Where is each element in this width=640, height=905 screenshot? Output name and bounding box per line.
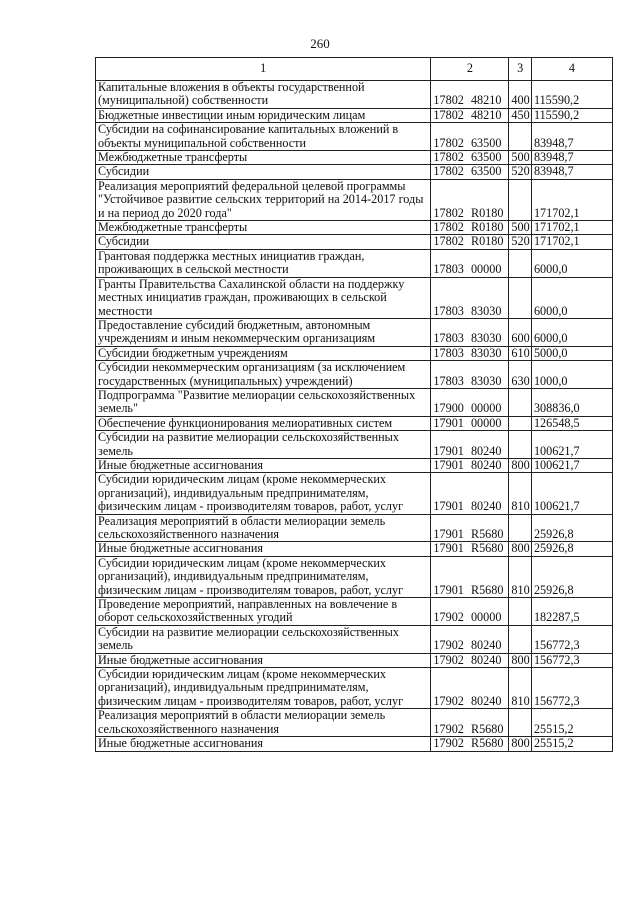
row-name-cell: Предоставление субсидий бюджетным, автономным учреждениям и иным некоммерческим организациям: [96, 318, 431, 346]
table-row: [96, 151, 613, 165]
header-row: [96, 58, 613, 81]
row-type-cell: [509, 388, 532, 416]
row-amount-cell: 171702,1: [531, 179, 612, 220]
row-code-cell: 17802 63500: [431, 151, 509, 165]
table-row: [96, 361, 613, 389]
row-amount-cell: 100621,7: [531, 473, 612, 514]
row-amount-cell: 308836,0: [531, 388, 612, 416]
row-type-cell: 520: [509, 235, 532, 249]
page-number: 260: [310, 36, 330, 51]
table-row: [96, 625, 613, 653]
row-name-cell: Субсидии юридическим лицам (кроме некоммерческих организаций), индивидуальным предпринимателям, физическим лицам - производителям товаров, работ, услуг: [96, 668, 431, 709]
row-amount-cell: 182287,5: [531, 598, 612, 626]
row-type-cell: [509, 514, 532, 542]
row-type-cell: 800: [509, 542, 532, 556]
row-name-cell: Бюджетные инвестиции иным юридическим лицам: [96, 108, 431, 122]
table-row: [96, 473, 613, 514]
row-amount-cell: 6000,0: [531, 249, 612, 277]
table-row: [96, 235, 613, 249]
row-code-cell: 17802 63500: [431, 123, 509, 151]
table-body: [96, 81, 613, 752]
row-type-cell: 600: [509, 318, 532, 346]
row-name-cell: Реализация мероприятий в области мелиорации земель сельскохозяйственного назначения: [96, 709, 431, 737]
row-code-cell: 17802 R0180: [431, 221, 509, 235]
row-type-cell: [509, 431, 532, 459]
row-amount-cell: 83948,7: [531, 123, 612, 151]
table-row: [96, 598, 613, 626]
row-type-cell: [509, 709, 532, 737]
table-row: [96, 514, 613, 542]
row-type-cell: 500: [509, 221, 532, 235]
table-row: [96, 709, 613, 737]
row-type-cell: [509, 416, 532, 430]
row-code-cell: 17803 00000: [431, 249, 509, 277]
table-row: [96, 346, 613, 360]
row-code-cell: 17902 R5680: [431, 709, 509, 737]
row-type-cell: [509, 179, 532, 220]
row-name-cell: Субсидии бюджетным учреждениям: [96, 346, 431, 360]
row-code-cell: 17901 80240: [431, 458, 509, 472]
header-col-name: 1: [96, 58, 431, 81]
row-amount-cell: 83948,7: [531, 151, 612, 165]
row-amount-cell: 126548,5: [531, 416, 612, 430]
row-code-cell: 17802 48210: [431, 81, 509, 109]
row-type-cell: [509, 277, 532, 318]
table-row: [96, 388, 613, 416]
table-row: [96, 416, 613, 430]
header-col-amount: 4: [531, 58, 612, 81]
row-amount-cell: 100621,7: [531, 431, 612, 459]
row-name-cell: Обеспечение функционирования мелиоративных систем: [96, 416, 431, 430]
budget-table: [95, 57, 613, 752]
row-type-cell: 810: [509, 556, 532, 597]
row-amount-cell: 171702,1: [531, 221, 612, 235]
row-type-cell: [509, 598, 532, 626]
row-amount-cell: 156772,3: [531, 668, 612, 709]
row-amount-cell: 100621,7: [531, 458, 612, 472]
row-name-cell: Иные бюджетные ассигнования: [96, 653, 431, 667]
row-amount-cell: 115590,2: [531, 81, 612, 109]
row-name-cell: Субсидии некоммерческим организациям (за исключением государственных (муниципальных) учреждений): [96, 361, 431, 389]
row-type-cell: 450: [509, 108, 532, 122]
row-amount-cell: 25926,8: [531, 542, 612, 556]
row-code-cell: 17902 80240: [431, 625, 509, 653]
table-row: [96, 108, 613, 122]
table-header: [96, 58, 613, 81]
row-name-cell: Субсидии на развитие мелиорации сельскохозяйственных земель: [96, 625, 431, 653]
row-amount-cell: 6000,0: [531, 277, 612, 318]
row-code-cell: 17902 80240: [431, 653, 509, 667]
row-type-cell: 810: [509, 473, 532, 514]
row-type-cell: 630: [509, 361, 532, 389]
row-code-cell: 17803 83030: [431, 361, 509, 389]
table-row: [96, 221, 613, 235]
header-col-code: 2: [431, 58, 509, 81]
row-amount-cell: 6000,0: [531, 318, 612, 346]
row-type-cell: [509, 249, 532, 277]
row-code-cell: 17802 48210: [431, 108, 509, 122]
row-name-cell: Реализация мероприятий в области мелиорации земель сельскохозяйственного назначения: [96, 514, 431, 542]
row-amount-cell: 83948,7: [531, 165, 612, 179]
row-name-cell: Иные бюджетные ассигнования: [96, 737, 431, 751]
row-amount-cell: 25926,8: [531, 514, 612, 542]
row-amount-cell: 1000,0: [531, 361, 612, 389]
row-amount-cell: 171702,1: [531, 235, 612, 249]
row-code-cell: 17802 R0180: [431, 179, 509, 220]
row-code-cell: 17802 63500: [431, 165, 509, 179]
row-type-cell: 800: [509, 737, 532, 751]
row-amount-cell: 25515,2: [531, 737, 612, 751]
row-type-cell: 520: [509, 165, 532, 179]
table-row: [96, 431, 613, 459]
table-row: [96, 458, 613, 472]
row-name-cell: Грантовая поддержка местных инициатив граждан, проживающих в сельской местности: [96, 249, 431, 277]
row-name-cell: Иные бюджетные ассигнования: [96, 458, 431, 472]
row-code-cell: 17902 80240: [431, 668, 509, 709]
row-code-cell: 17802 R0180: [431, 235, 509, 249]
table-row: [96, 249, 613, 277]
row-code-cell: 17901 R5680: [431, 556, 509, 597]
row-code-cell: 17901 80240: [431, 473, 509, 514]
row-amount-cell: 156772,3: [531, 653, 612, 667]
row-code-cell: 17900 00000: [431, 388, 509, 416]
row-name-cell: Субсидии на софинансирование капитальных вложений в объекты муниципальной собственности: [96, 123, 431, 151]
row-code-cell: 17803 83030: [431, 318, 509, 346]
row-name-cell: Субсидии на развитие мелиорации сельскохозяйственных земель: [96, 431, 431, 459]
row-amount-cell: 115590,2: [531, 108, 612, 122]
row-name-cell: Реализация мероприятий федеральной целевой программы "Устойчивое развитие сельских территорий на 2014-2017 годы и на период до 2020 года": [96, 179, 431, 220]
table-row: [96, 123, 613, 151]
row-name-cell: Гранты Правительства Сахалинской области на поддержку местных инициатив граждан, проживающих в сельской местности: [96, 277, 431, 318]
row-amount-cell: 25926,8: [531, 556, 612, 597]
row-name-cell: Межбюджетные трансферты: [96, 151, 431, 165]
row-type-cell: 610: [509, 346, 532, 360]
row-code-cell: 17902 00000: [431, 598, 509, 626]
row-name-cell: Субсидии юридическим лицам (кроме некоммерческих организаций), индивидуальным предпринимателям, физическим лицам - производителям товаров, работ, услуг: [96, 473, 431, 514]
row-name-cell: Капитальные вложения в объекты государственной (муниципальной) собственности: [96, 81, 431, 109]
row-name-cell: Подпрограмма "Развитие мелиорации сельскохозяйственных земель": [96, 388, 431, 416]
row-amount-cell: 5000,0: [531, 346, 612, 360]
row-code-cell: 17803 83030: [431, 277, 509, 318]
table-row: [96, 165, 613, 179]
row-type-cell: 500: [509, 151, 532, 165]
table-row: [96, 318, 613, 346]
row-code-cell: 17901 R5680: [431, 542, 509, 556]
row-code-cell: 17901 R5680: [431, 514, 509, 542]
row-type-cell: 800: [509, 653, 532, 667]
table-row: [96, 179, 613, 220]
row-code-cell: 17901 00000: [431, 416, 509, 430]
table-row: [96, 668, 613, 709]
table-row: [96, 277, 613, 318]
table-row: [96, 542, 613, 556]
row-code-cell: 17902 R5680: [431, 737, 509, 751]
row-code-cell: 17803 83030: [431, 346, 509, 360]
row-name-cell: Межбюджетные трансферты: [96, 221, 431, 235]
row-name-cell: Иные бюджетные ассигнования: [96, 542, 431, 556]
row-name-cell: Субсидии: [96, 165, 431, 179]
row-name-cell: Проведение мероприятий, направленных на вовлечение в оборот сельскохозяйственных угодий: [96, 598, 431, 626]
row-type-cell: 400: [509, 81, 532, 109]
table-row: [96, 556, 613, 597]
row-name-cell: Субсидии юридическим лицам (кроме некоммерческих организаций), индивидуальным предпринимателям, физическим лицам - производителям товаров, работ, услуг: [96, 556, 431, 597]
header-col-type: 3: [509, 58, 532, 81]
table-row: [96, 81, 613, 109]
row-type-cell: 800: [509, 458, 532, 472]
table-row: [96, 737, 613, 751]
table-row: [96, 653, 613, 667]
row-amount-cell: 25515,2: [531, 709, 612, 737]
row-name-cell: Субсидии: [96, 235, 431, 249]
row-amount-cell: 156772,3: [531, 625, 612, 653]
row-type-cell: 810: [509, 668, 532, 709]
row-code-cell: 17901 80240: [431, 431, 509, 459]
row-type-cell: [509, 625, 532, 653]
row-type-cell: [509, 123, 532, 151]
